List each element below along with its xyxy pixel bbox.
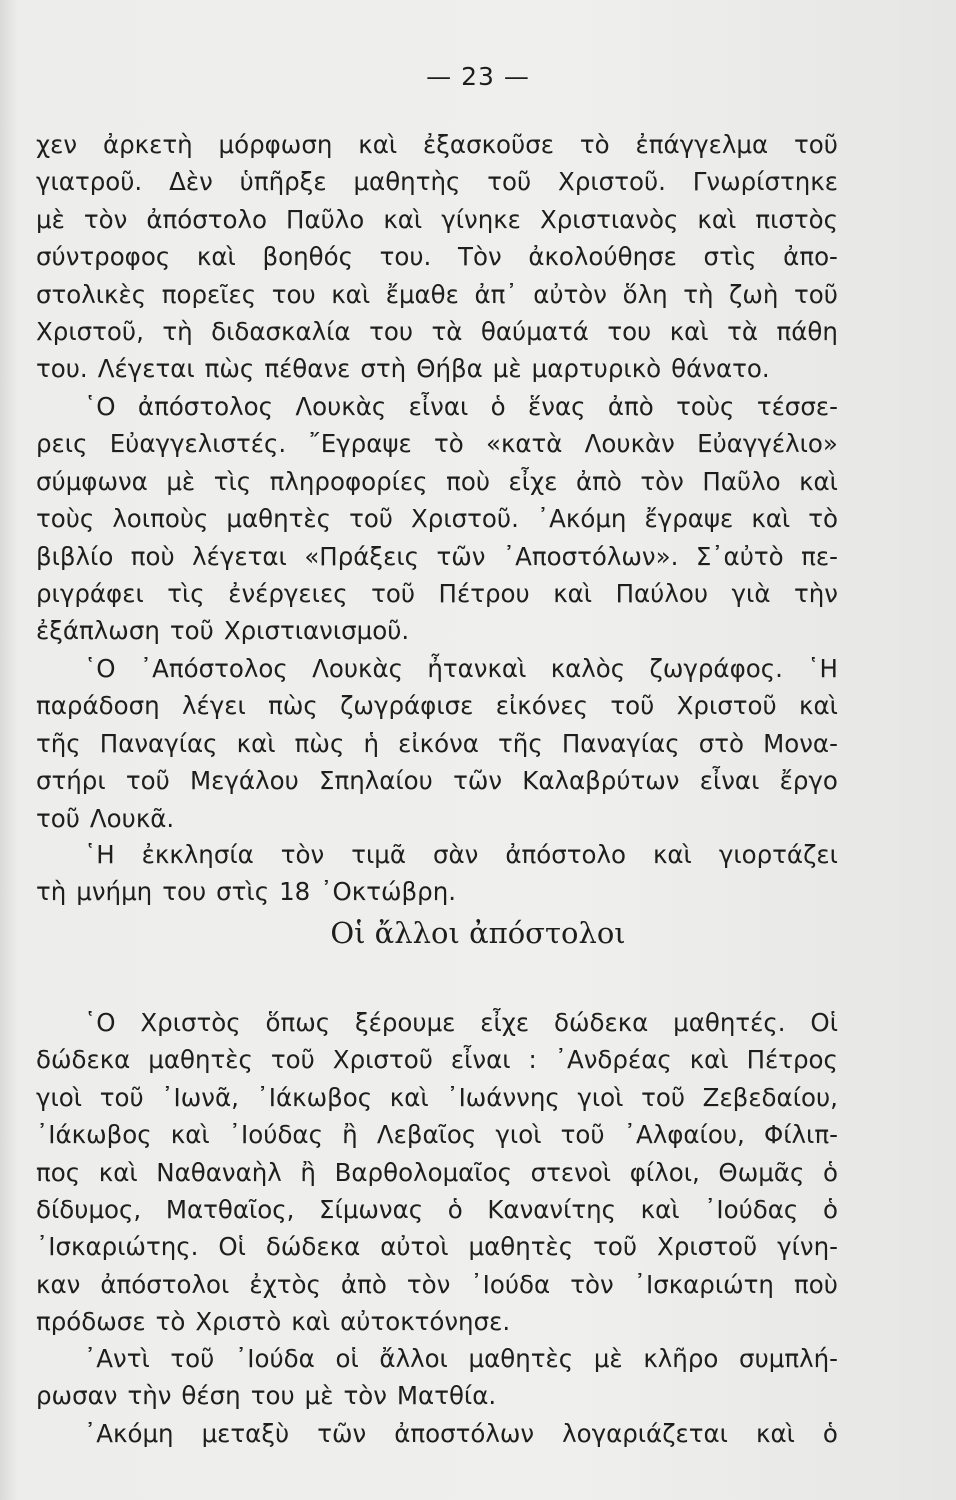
text-line: σύντροφος καὶ βοηθός του. Τὸν ἀκολούθησε στὶς ἀπο- bbox=[36, 242, 838, 272]
paragraph-other-apostles bbox=[36, 1415, 838, 1452]
text-line: τοὺς λοιποὺς μαθητὲς τοῦ Χριστοῦ. ᾽Ακόμη ἔγραψε καὶ τὸ bbox=[36, 504, 838, 534]
text-line: ῾Ο ᾽Απόστολος Λουκὰς ἦτανκαὶ καλὸς ζωγράφος. ῾Η bbox=[84, 654, 838, 683]
text-line: στολικὲς πορεῖες του καὶ ἔμαθε ἀπ᾽ αὐτὸν ὅλη τὴ ζωὴ τοῦ bbox=[36, 279, 838, 309]
text-line: γιατροῦ. Δὲν ὑπῆρξε μαθητὴς τοῦ Χριστοῦ. Γνωρίστηκε bbox=[36, 167, 838, 197]
paragraph-luke-bio bbox=[36, 126, 838, 388]
paragraph-luke-feast bbox=[36, 836, 838, 911]
text-line: Χριστοῦ, τὴ διδασκαλία του τὰ θαύματά του καὶ τὰ πάθη bbox=[36, 316, 838, 346]
paragraph-matthias bbox=[36, 1340, 838, 1415]
text-line: ρωσαν τὴν θέση του μὲ τὸν Ματθία. bbox=[36, 1381, 497, 1411]
text-line: μὲ τὸν ἀπόστολο Παῦλο καὶ γίνηκε Χριστιανὸς καὶ πιστὸς bbox=[36, 204, 838, 234]
text-line: ᾽Ισκαριώτης. Οἱ δώδεκα αὐτοὶ μαθητὲς τοῦ Χριστοῦ γίνη- bbox=[36, 1232, 838, 1262]
text-line: ᾽Ιάκωβος καὶ ᾽Ιούδας ἢ Λεβαῖος γιοὶ τοῦ ᾽Αλφαίου, Φίλιπ- bbox=[36, 1120, 838, 1150]
text-line: τῆς Παναγίας καὶ πὼς ἡ εἰκόνα τῆς Παναγίας στὸ Μονα- bbox=[36, 728, 838, 758]
text-line: καν ἀπόστολοι ἐχτὸς ἀπὸ τὸν ᾽Ιούδα τὸν ᾽Ισκαριώτη ποὺ bbox=[36, 1269, 838, 1299]
text-line: χεν ἀρκετὴ μόρφωση καὶ ἐξασκοῦσε τὸ ἐπάγγελμα τοῦ bbox=[36, 130, 838, 159]
text-line: ῾Η ἐκκλησία τὸν τιμᾶ σὰν ἀπόστολο καὶ γιορτάζει bbox=[84, 840, 838, 869]
text-line: βιβλίο ποὺ λέγεται «Πράξεις τῶν ᾽Αποστόλων». Σ᾽αὐτὸ πε- bbox=[36, 541, 838, 571]
paragraph-luke-evangelist bbox=[36, 388, 838, 650]
text-line: γιοὶ τοῦ ᾽Ιωνᾶ, ᾽Ιάκωβος καὶ ᾽Ιωάννης γιοὶ τοῦ Ζεβεδαίου, bbox=[36, 1082, 838, 1112]
paragraph-twelve-disciples bbox=[36, 1004, 838, 1341]
text-line: στήρι τοῦ Μεγάλου Σπηλαίου τῶν Καλαβρύτων εἶναι ἔργο bbox=[36, 766, 838, 796]
text-line: ῾Ο ἀπόστολος Λουκὰς εἶναι ὁ ἕνας ἀπὸ τοὺς τέσσε- bbox=[84, 392, 838, 421]
text-line: πρόδωσε τὸ Χριστὸ καὶ αὐτοκτόνησε. bbox=[36, 1307, 511, 1337]
text-line: πος καὶ Ναθαναὴλ ἢ Βαρθολομαῖος στενοὶ φίλοι, Θωμᾶς ὁ bbox=[36, 1157, 838, 1187]
page-number: — 23 — bbox=[426, 62, 530, 91]
text-line: σύμφωνα μὲ τὶς πληροφορίες ποὺ εἶχε ἀπὸ τὸν Παῦλο καὶ bbox=[36, 466, 838, 496]
text-line: ρεις Εὐαγγελιστές. ῎Εγραψε τὸ «κατὰ Λουκὰν Εὐαγγέλιο» bbox=[36, 429, 838, 459]
text-line: ᾽Αντὶ τοῦ ᾽Ιούδα οἱ ἄλλοι μαθητὲς μὲ κλῆρο συμπλή- bbox=[84, 1344, 838, 1373]
text-line: παράδοση λέγει πὼς ζωγράφισε εἰκόνες τοῦ Χριστοῦ καὶ bbox=[36, 691, 838, 721]
text-line: ῾Ο Χριστὸς ὅπως ξέρουμε εἶχε δώδεκα μαθητές. Οἱ bbox=[84, 1008, 838, 1037]
text-line: τὴ μνήμη του στὶς 18 ᾽Οκτώβρη. bbox=[36, 877, 457, 907]
text-line: ἐξάπλωση τοῦ Χριστιανισμοῦ. bbox=[36, 616, 410, 646]
text-line: ριγράφει τὶς ἐνέργειες τοῦ Πέτρου καὶ Παύλου γιὰ τὴν bbox=[36, 578, 838, 608]
text-line: ᾽Ακόμη μεταξὺ τῶν ἀποστόλων λογαριάζεται καὶ ὁ bbox=[84, 1419, 838, 1448]
text-line: τοῦ Λουκᾶ. bbox=[36, 803, 175, 833]
text-line: του. Λέγεται πὼς πέθανε στὴ Θήβα μὲ μαρτυρικὸ θάνατο. bbox=[36, 354, 770, 384]
paragraph-luke-painter bbox=[36, 650, 838, 837]
text-line: δώδεκα μαθητὲς τοῦ Χριστοῦ εἶναι : ᾽Ανδρέας καὶ Πέτρος bbox=[36, 1045, 838, 1075]
section-heading: Οἱ ἄλλοι ἀπόστολοι bbox=[330, 916, 626, 950]
text-line: δίδυμος, Ματθαῖος, Σίμωνας ὁ Κανανίτης καὶ ᾽Ιούδας ὁ bbox=[36, 1194, 838, 1224]
